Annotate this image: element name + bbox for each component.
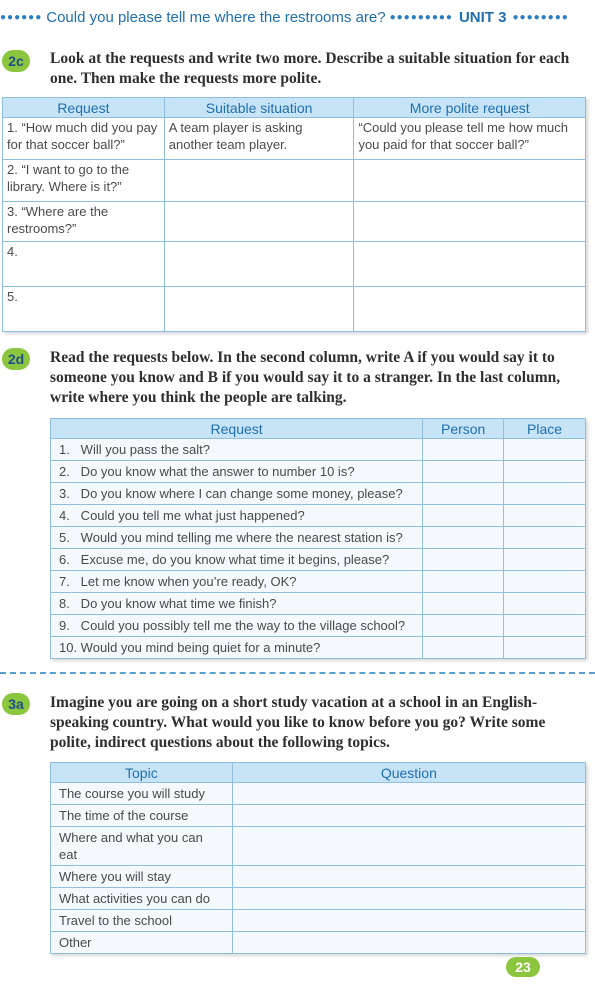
header-unit: UNIT 3 [458, 8, 507, 26]
instruction-2d: Read the requests below. In the second column, write A if you would say it to someone you know and B if you would say it to a stranger. In the last column, write where you think the people are talking. [50, 349, 561, 406]
request-cell: 2. “I want to go to the library. Where is it?” [3, 160, 165, 202]
instruction-2c: Look at the requests and write two more. Describe a suitable situation for each one. Then make the requests more polite. [50, 50, 570, 87]
header-dots-left: ●●●●●● [0, 11, 43, 23]
request-cell: 3. Do you know where I can change some money, please? [51, 483, 423, 505]
request-cell[interactable]: 5. [3, 287, 165, 332]
table-header-row [3, 98, 586, 118]
person-cell[interactable] [423, 527, 504, 549]
page-header [0, 6, 595, 28]
person-cell[interactable] [423, 505, 504, 527]
request-cell: 10. Would you mind being quiet for a minute? [51, 637, 423, 659]
request-cell: 8. Do you know what time we finish? [51, 593, 423, 615]
table-row [3, 118, 586, 160]
polite-cell[interactable]: “Could you please tell me how much you paid for that soccer ball?” [354, 118, 586, 160]
column-header-question: Question [232, 763, 585, 783]
table-3a [50, 762, 586, 954]
table-row [51, 637, 586, 659]
request-cell: 1. “How much did you pay for that soccer ball?” [3, 118, 165, 160]
table-row [51, 615, 586, 637]
column-header-request: Request [3, 98, 165, 118]
topic-cell: The course you will study [51, 783, 233, 805]
situation-cell[interactable] [164, 202, 354, 242]
table-row [3, 287, 586, 332]
table-header-row [51, 419, 586, 439]
place-cell[interactable] [504, 571, 586, 593]
table-row [51, 827, 586, 866]
instruction-3a: Imagine you are going on a short study vacation at a school in an English-speaking country. What would you like to know before you go? Write some polite, indirect questions about the following topics. [50, 694, 546, 751]
question-cell[interactable] [232, 783, 585, 805]
place-cell[interactable] [504, 549, 586, 571]
topic-cell: The time of the course [51, 805, 233, 827]
topic-cell: Where you will stay [51, 866, 233, 888]
request-cell[interactable]: 4. [3, 242, 165, 287]
section-badge-2d: 2d [2, 348, 30, 370]
column-header-request: Request [51, 419, 423, 439]
person-cell[interactable] [423, 615, 504, 637]
column-header-situation: Suitable situation [164, 98, 354, 118]
table-row [3, 160, 586, 202]
person-cell[interactable] [423, 461, 504, 483]
column-header-person: Person [423, 419, 504, 439]
question-cell[interactable] [232, 888, 585, 910]
table-row [51, 805, 586, 827]
table-row [51, 866, 586, 888]
section-badge-3a: 3a [2, 693, 30, 715]
polite-cell[interactable] [354, 202, 586, 242]
place-cell[interactable] [504, 593, 586, 615]
table-row [51, 593, 586, 615]
table-row [51, 527, 586, 549]
column-header-polite: More polite request [354, 98, 586, 118]
header-dots-middle: ●●●●●●●●● [389, 11, 453, 23]
situation-cell[interactable] [164, 160, 354, 202]
table-row [51, 888, 586, 910]
topic-cell: Travel to the school [51, 910, 233, 932]
person-cell[interactable] [423, 549, 504, 571]
place-cell[interactable] [504, 439, 586, 461]
request-cell: 6. Excuse me, do you know what time it begins, please? [51, 549, 423, 571]
question-cell[interactable] [232, 805, 585, 827]
person-cell[interactable] [423, 637, 504, 659]
question-cell[interactable] [232, 932, 585, 954]
table-2d [50, 418, 586, 659]
request-cell: 1. Will you pass the salt? [51, 439, 423, 461]
person-cell[interactable] [423, 439, 504, 461]
table-row [51, 549, 586, 571]
request-cell: 4. Could you tell me what just happened? [51, 505, 423, 527]
page-number: 23 [506, 957, 540, 977]
situation-cell[interactable] [164, 287, 354, 332]
question-cell[interactable] [232, 827, 585, 866]
question-cell[interactable] [232, 910, 585, 932]
place-cell[interactable] [504, 461, 586, 483]
place-cell[interactable] [504, 483, 586, 505]
person-cell[interactable] [423, 571, 504, 593]
place-cell[interactable] [504, 505, 586, 527]
request-cell: 9. Could you possibly tell me the way to the village school? [51, 615, 423, 637]
table-row [3, 202, 586, 242]
column-header-place: Place [504, 419, 586, 439]
column-header-topic: Topic [51, 763, 233, 783]
table-row [51, 571, 586, 593]
section-divider [0, 672, 595, 674]
table-header-row [51, 763, 586, 783]
section-badge-2c: 2c [2, 50, 30, 72]
person-cell[interactable] [423, 483, 504, 505]
topic-cell: Other [51, 932, 233, 954]
place-cell[interactable] [504, 527, 586, 549]
topic-cell: What activities you can do [51, 888, 233, 910]
table-row [51, 461, 586, 483]
place-cell[interactable] [504, 615, 586, 637]
table-row [51, 483, 586, 505]
table-row [3, 242, 586, 287]
polite-cell[interactable] [354, 242, 586, 287]
table-row [51, 783, 586, 805]
request-cell: 5. Would you mind telling me where the nearest station is? [51, 527, 423, 549]
person-cell[interactable] [423, 593, 504, 615]
header-title: Could you please tell me where the restrooms are? [46, 8, 386, 26]
request-cell: 7. Let me know when you’re ready, OK? [51, 571, 423, 593]
table-row [51, 505, 586, 527]
request-cell: 3. “Where are the restrooms?” [3, 202, 165, 242]
situation-cell[interactable]: A team player is asking another team player. [164, 118, 354, 160]
polite-cell[interactable] [354, 287, 586, 332]
place-cell[interactable] [504, 637, 586, 659]
situation-cell[interactable] [164, 242, 354, 287]
header-dots-right: ●●●●●●●● [512, 11, 569, 23]
table-row [51, 439, 586, 461]
table-row [51, 910, 586, 932]
request-cell: 2. Do you know what the answer to number 10 is? [51, 461, 423, 483]
table-row [51, 932, 586, 954]
topic-cell: Where and what you can eat [51, 827, 233, 866]
polite-cell[interactable] [354, 160, 586, 202]
question-cell[interactable] [232, 866, 585, 888]
table-2c [2, 97, 586, 332]
